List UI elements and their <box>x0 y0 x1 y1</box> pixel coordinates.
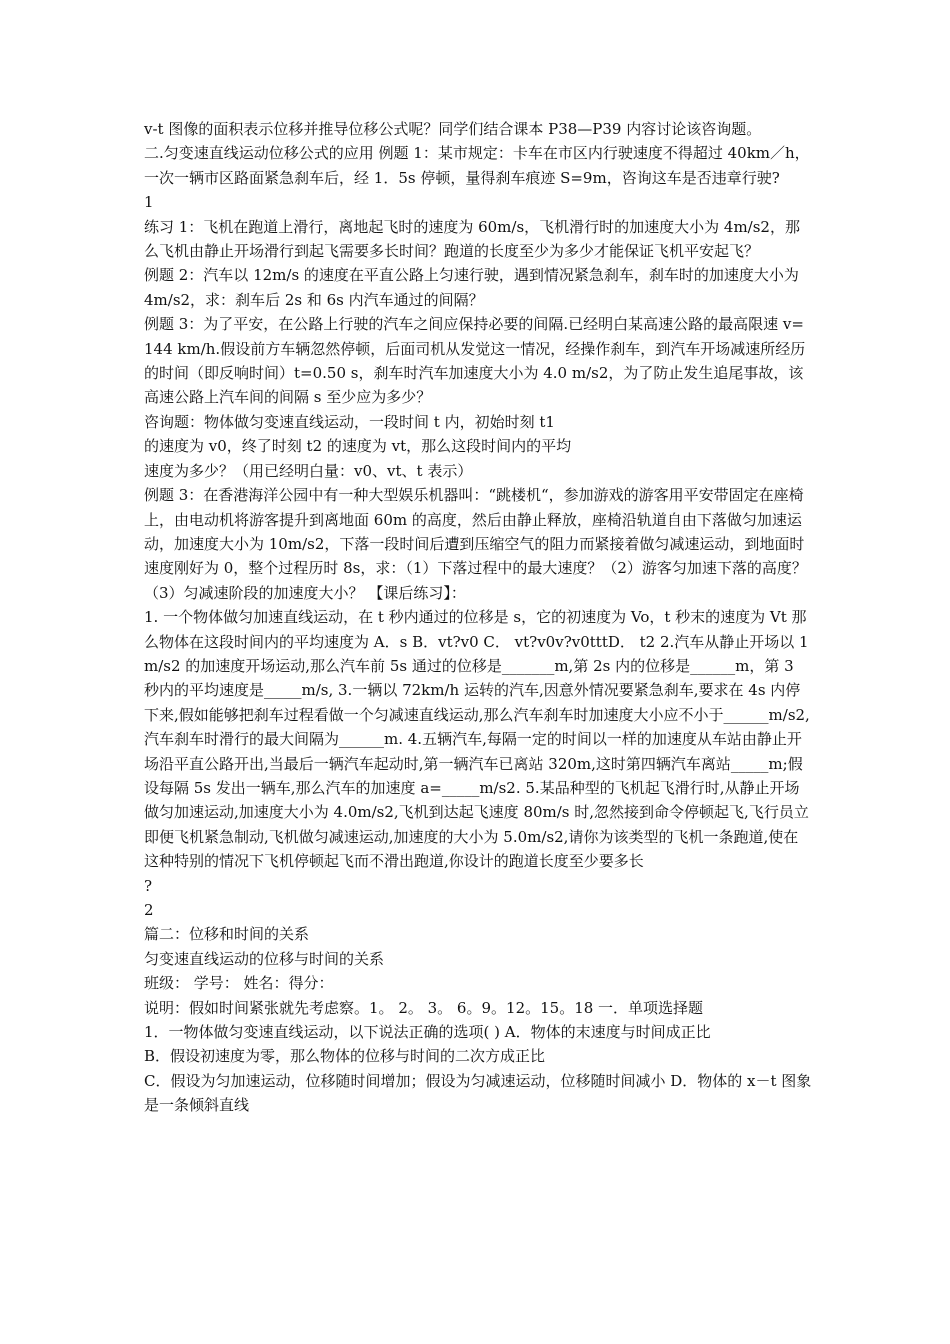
paragraph-example-3: 例题 3：为了平安，在公路上行驶的汽车之间应保持必要的间隔.已经明白某高速公路的最高限速 v=144 km/h.假设前方车辆忽然停顿，后面司机从发觉这一情况，经操作刹车，到汽车开场减速所经历的时间（即反响时间）t=0.50 s，刹车时汽车加速度大小为 4.0 m/s2，为了防止发生追尾事故，该高速公路上汽车间的间隔 s 至少应为多少？ <box>144 315 806 407</box>
paragraph-question-line-3: 速度为多少？（用已经明白量：v0、vt、t 表示） <box>144 461 473 480</box>
paragraph-question-mark: ? <box>144 876 153 895</box>
paragraph-exercise-1: 练习 1：飞机在跑道上滑行，离地起飞时的速度为 60m/s，飞机滑行时的加速度大小为 4m/s2，那么飞机由静止开场滑行到起飞需要多长时间？跑道的长度至少为多少才能保证飞机平安起飞？ <box>144 217 800 261</box>
section-heading: 篇二：位移和时间的关系 <box>144 925 310 944</box>
paragraph-question-line-2: 的速度为 v0，终了时刻 t2 的速度为 vt，那么这段时间内的平均 <box>144 437 572 456</box>
page-number-1: 1 <box>144 193 154 212</box>
paragraph-example-2: 例题 2：汽车以 12m/s 的速度在平直公路上匀速行驶，遇到情况紧急刹车，刹车时的加速度大小为 4m/s2，求：刹车后 2s 和 6s 内汽车通过的间隔？ <box>144 266 799 309</box>
section-subtitle: 匀变速直线运动的位移与时间的关系 <box>144 949 385 968</box>
student-info-line: 班级： 学号： 姓名：得分： <box>144 974 334 993</box>
option-b-line: B．假设初速度为零，那么物体的位移与时间的二次方成正比 <box>144 1047 546 1066</box>
paragraph-example-3b: 例题 3：在香港海洋公园中有一种大型娱乐机器叫：“跳楼机“，参加游戏的游客用平安带固定在座椅上，由电动机将游客提升到离地面 60m 的高度，然后由静止释放，座椅沿轨道自由下落做匀加速运动，加速度大小为 10m/s2，下落一段时间后遭到压缩空气的阻力而紧接着做匀减速运动，到地面时速度刚好为 0，整个过程历时 8s，求：（1）下落过程中的最大速度？（2）游客匀加速下落的高度？（3）匀减速阶段的加速度大小？ 【课后练习】： <box>144 486 807 602</box>
paragraph-1: v-t 图像的面积表示位移并推导位移公式呢？同学们结合课本 P38—P39 内容讨论该咨询题。 <box>144 120 762 138</box>
page-number-2: 2 <box>144 901 154 919</box>
document-body <box>144 117 812 1118</box>
option-cd-line: C．假设为匀加速运动，位移随时间增加；假设为匀减速运动，位移随时间减小 D．物体的 x－t 图象是一条倾斜直线 <box>144 1071 812 1115</box>
question-1-line: 1．一物体做匀变速直线运动，以下说法正确的选项( ) A．物体的末速度与时间成正比 <box>144 1023 711 1042</box>
instructions-line: 说明：假如时间紧张就先考虑察。1。 2。 3。 6。9。12。15。18 一．单项选择题 <box>144 998 704 1017</box>
paragraph-2: 二.匀变速直线运动位移公式的应用 例题 1：某市规定：卡车在市区内行驶速度不得超过 40km／h，一次一辆市区路面紧急刹车后，经 1．5s 停顿，量得刹车痕迹 S=9m，咨询这车是否违章行驶? <box>144 144 810 187</box>
paragraph-question-line-1: 咨询题：物体做匀变速直线运动，一段时间 t 内，初始时刻 t1 <box>144 412 555 431</box>
paragraph-exercises: 1. 一个物体做匀加速直线运动，在 t 秒内通过的位移是 s，它的初速度为 Vo，t 秒末的速度为 Vt 那么物体在这段时间内的平均速度为 A．s B．vt?v0 C． vt?v0v?v0tttD． t2 2.汽车从静止开场以 1m/s2 的加速度开场运动,那么汽车前 5s 通过的位移是_______m,第 2s 内的位移是______m，第 3 秒内的平均速度是_____m/s, 3.一辆以 72km/h 运转的汽车,因意外情况要紧急刹车,要求在 4s 内停下来,假如能够把刹车过程看做一个匀减速直线运动,那么汽车刹车时加速度大小应不小于______m/s2,汽车刹车时滑行的最大间隔为______m. 4.五辆汽车,每隔一定的时间以一样的加速度从车站由静止开场沿平直公路开出,当最后一辆汽车起动时,第一辆汽车已离站 320m,这时第四辆汽车离站_____m;假设每隔 5s 发出一辆车,那么汽车的加速度 a=_____m/s2. 5.某品种型的飞机起飞滑行时,从静止开场做匀加速运动,加速度大小为 4.0m/s2,飞机到达起飞速度 80m/s 时,忽然接到命令停顿起飞,飞行员立即便飞机紧急制动,飞机做匀减速运动,加速度的大小为 5.0m/s2,请你为该类型的飞机一条跑道,使在这种特别的情况下飞机停顿起飞而不滑出跑道,你设计的跑道长度至少要多长 <box>144 608 810 871</box>
